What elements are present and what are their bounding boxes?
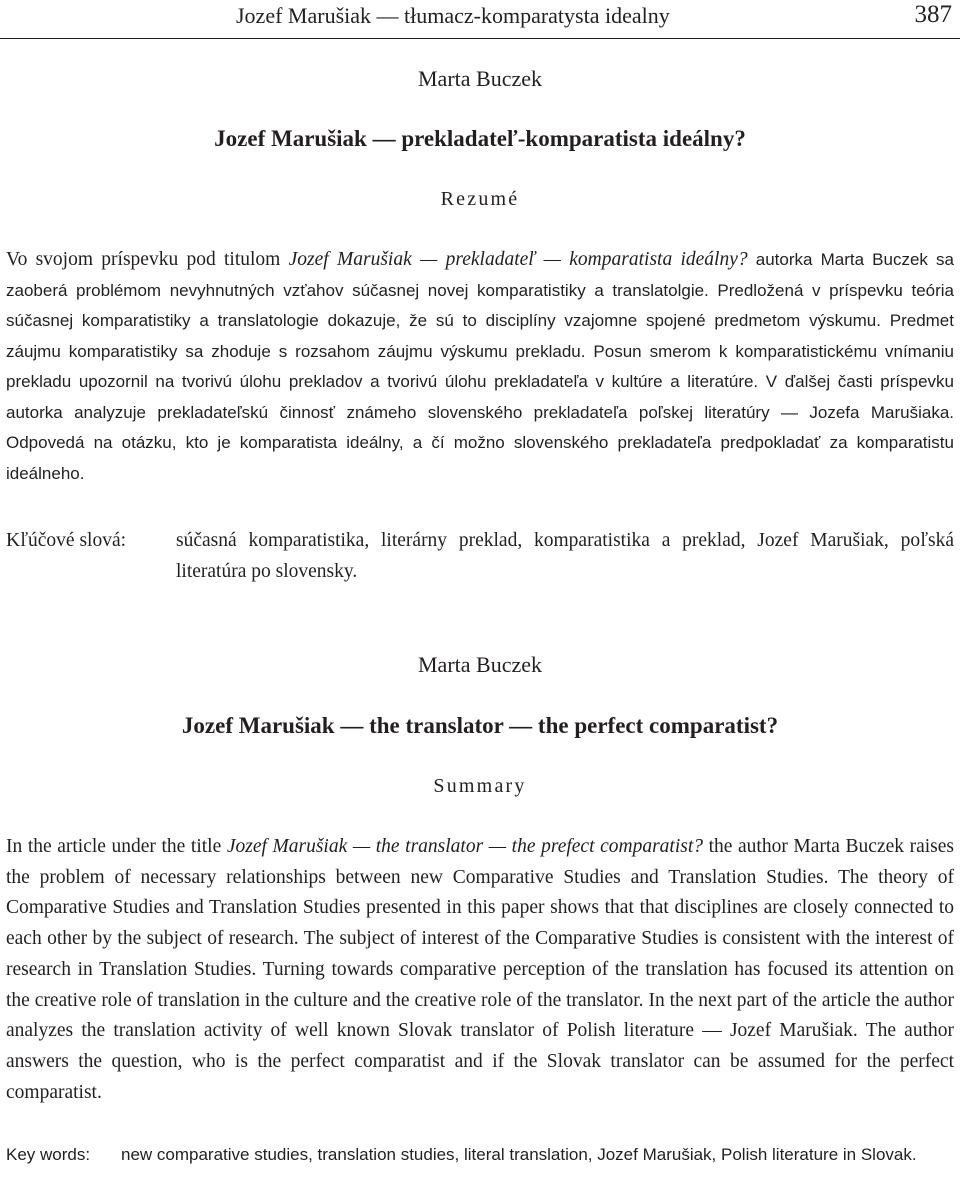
- abstract-sk-cited-title: Jozef Marušiak — prekladateľ — komparatista ideálny?: [288, 249, 748, 270]
- abstract-sk-body: autorka Marta Buczek sa zaoberá problémom nevyhnutných vzťahov súčasnej novej komparatistiky a translatolgie. Predložená v príspevku teória súčasnej komparatistiky a translatologie dokazuje, že sú to disciplíny vzajomne spojené predmetom výskumu. Predmet záujmu komparatistiky sa zhoduje s rozsahom záujmu výskumu prekladu. Posun smerom k komparatistickému vnímaniu prekladu upozornil na tvorivú úlohu prekladov a tvorivú úlohu prekladateľa v kultúre a literatúre. V ďalšej časti príspevku autorka analyzuje prekladateľskú činnosť známeho slovenského prekladateľa poľskej literatúry — Jozefa Marušiaka. Odpovedá na otázku, kto je komparatista ideálny, a čí možno slovenského prekladateľa predpokladať za komparatistu ideálneho.: [6, 250, 954, 483]
- abstract-sk-intro: Vo svojom príspevku pod titulom: [6, 249, 289, 270]
- keywords-text-en: new comparative studies, translation studies, literal translation, Jozef Marušiak, Polish literature in Slovak.: [121, 1145, 917, 1164]
- keywords-label-sk: Kľúčové slová:: [6, 530, 127, 551]
- keywords-sk: [6, 525, 954, 587]
- keywords-text-sk: súčasná komparatistika, literárny preklad, komparatistika a preklad, Jozef Marušiak, poľská literatúra po slovensky.: [176, 530, 954, 582]
- author-name-sk: Marta Buczek: [418, 66, 542, 91]
- section-heading-summary: Summary: [433, 775, 527, 797]
- running-title: Jozef Marušiak — tłumacz-komparatysta idealny: [236, 3, 670, 28]
- page-number: 387: [914, 1, 952, 28]
- section-heading-rezume: Rezumé: [440, 188, 520, 210]
- abstract-en-intro: In the article under the title: [6, 836, 227, 857]
- keywords-label-en: Key words:: [6, 1145, 91, 1164]
- running-head: [0, 0, 960, 39]
- abstract-sk: [6, 245, 954, 489]
- keywords-en: [6, 1141, 954, 1169]
- article-title-en: Jozef Marušiak — the translator — the perfect comparatist?: [181, 713, 779, 738]
- abstract-en: [6, 832, 954, 1108]
- abstract-en-body: the author Marta Buczek raises the problem of necessary relationships between new Comparative Studies and Translation Studies. The theory of Comparative Studies and Translation Studies presented in this paper shows that that disciplines are closely connected to each other by the subject of research. The subject of interest of the Comparative Studies is consistent with the interest of research in Translation Studies. Turning towards comparative perception of the translation has focused its attention on the creative role of translation in the culture and the creative role of the translator. In the next part of the article the author analyzes the translation activity of well known Slovak translator of Polish literature — Jozef Marušiak. The author answers the question, who is the perfect comparatist and if the Slovak translator can be assumed for the perfect comparatist.: [6, 836, 954, 1103]
- article-title-sk: Jozef Marušiak — prekladateľ-komparatista ideálny?: [214, 126, 746, 151]
- author-name-en: Marta Buczek: [418, 652, 542, 677]
- abstract-en-cited-title: Jozef Marušiak — the translator — the prefect comparatist?: [226, 836, 703, 857]
